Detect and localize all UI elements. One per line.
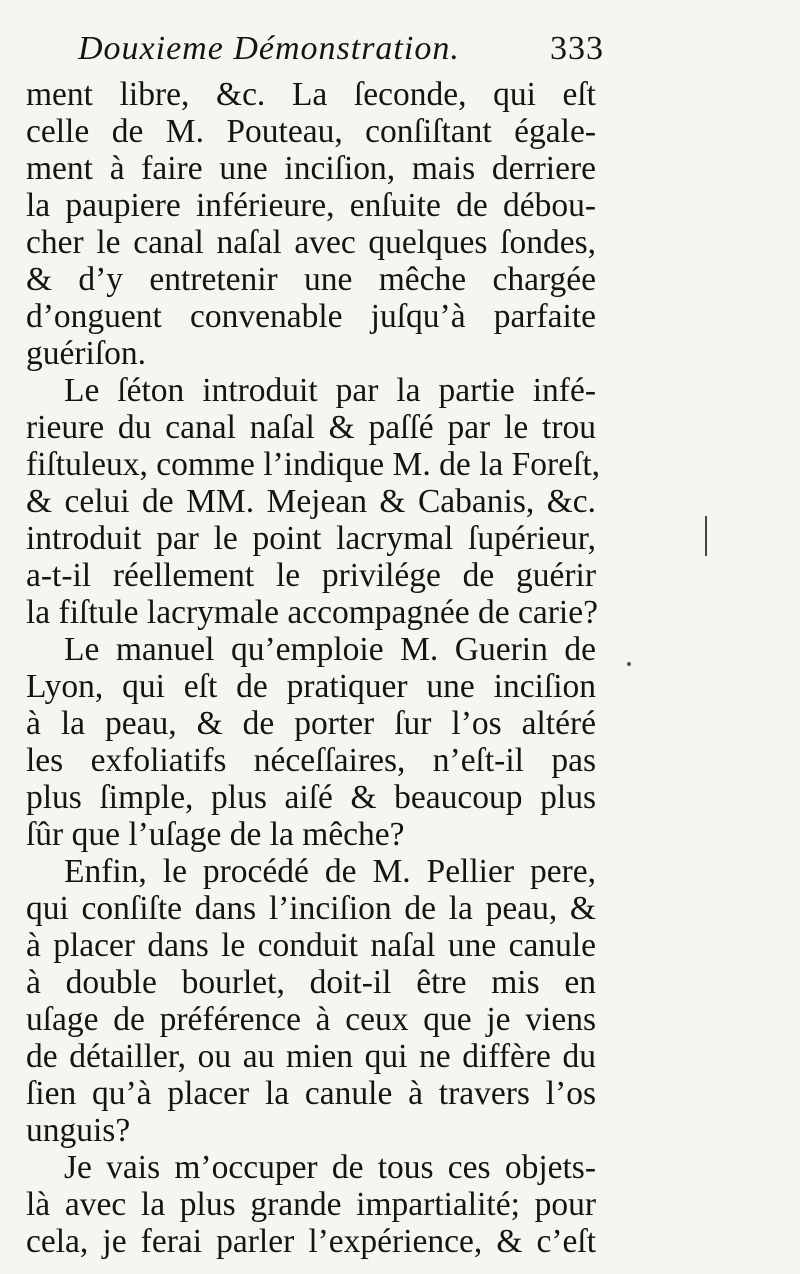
text-line: guériſon.	[26, 335, 147, 372]
text-line: qui conſiſte dans l’inciſion de la peau, &	[26, 890, 596, 927]
text-line: fiſtuleux, comme l’indique M. de la Foreſt,	[26, 446, 601, 483]
text-line: rieure du canal naſal & paſſé par le trou	[26, 409, 596, 446]
text-line: uſage de préférence à ceux que je viens	[26, 1001, 596, 1038]
text-line: là avec la plus grande impartialité; pour	[26, 1186, 596, 1223]
text-line: à placer dans le conduit naſal une canule	[26, 927, 596, 964]
ink-speck	[627, 662, 631, 666]
page-number: 333	[550, 30, 604, 67]
text-line: d’onguent convenable juſqu’à parfaite	[26, 298, 596, 335]
text-line: ment à faire une inciſion, mais derriere	[26, 150, 596, 187]
text-line: Enfin, le procédé de M. Pellier pere,	[64, 853, 596, 890]
text-line: unguis?	[26, 1112, 131, 1149]
text-line: à double bourlet, doit-il être mis en	[26, 964, 596, 1001]
text-line: & d’y entretenir une mêche chargée	[26, 261, 596, 298]
margin-mark	[705, 516, 707, 556]
text-line: la fiſtule lacrymale accompagnée de carie?	[26, 594, 598, 631]
text-line: les exfoliatifs néceſſaires, n’eſt-il pas	[26, 742, 596, 779]
text-line: a-t-il réellement le privilége de guérir	[26, 557, 596, 594]
text-line: introduit par le point lacrymal ſupérieur,	[26, 520, 596, 557]
text-line: & celui de MM. Mejean & Cabanis, &c.	[26, 483, 596, 520]
text-line: ment libre, &c. La ſeconde, qui eſt	[26, 76, 596, 113]
text-line: cher le canal naſal avec quelques ſondes,	[26, 224, 596, 261]
text-line: Lyon, qui eſt de pratiquer une inciſion	[26, 668, 596, 705]
text-line: la paupiere inférieure, enſuite de débou-	[26, 187, 596, 224]
text-line: Je vais m’occuper de tous ces objets-	[64, 1149, 596, 1186]
text-line: plus ſimple, plus aiſé & beaucoup plus	[26, 779, 596, 816]
header-title: Douxieme Démonstration.	[78, 30, 460, 67]
text-line: ſien qu’à placer la canule à travers l’os	[26, 1075, 596, 1112]
text-line: à la peau, & de porter ſur l’os altéré	[26, 705, 596, 742]
text-line: celle de M. Pouteau, conſiſtant égale-	[26, 113, 596, 150]
text-line: Le ſéton introduit par la partie infé-	[64, 372, 596, 409]
text-line: ſûr que l’uſage de la mêche?	[26, 816, 405, 853]
text-line: Le manuel qu’emploie M. Guerin de	[64, 631, 596, 668]
text-line: cela, je ferai parler l’expérience, & c’eſt	[26, 1223, 596, 1260]
text-line: de détailler, ou au mien qui ne diffère du	[26, 1038, 596, 1075]
